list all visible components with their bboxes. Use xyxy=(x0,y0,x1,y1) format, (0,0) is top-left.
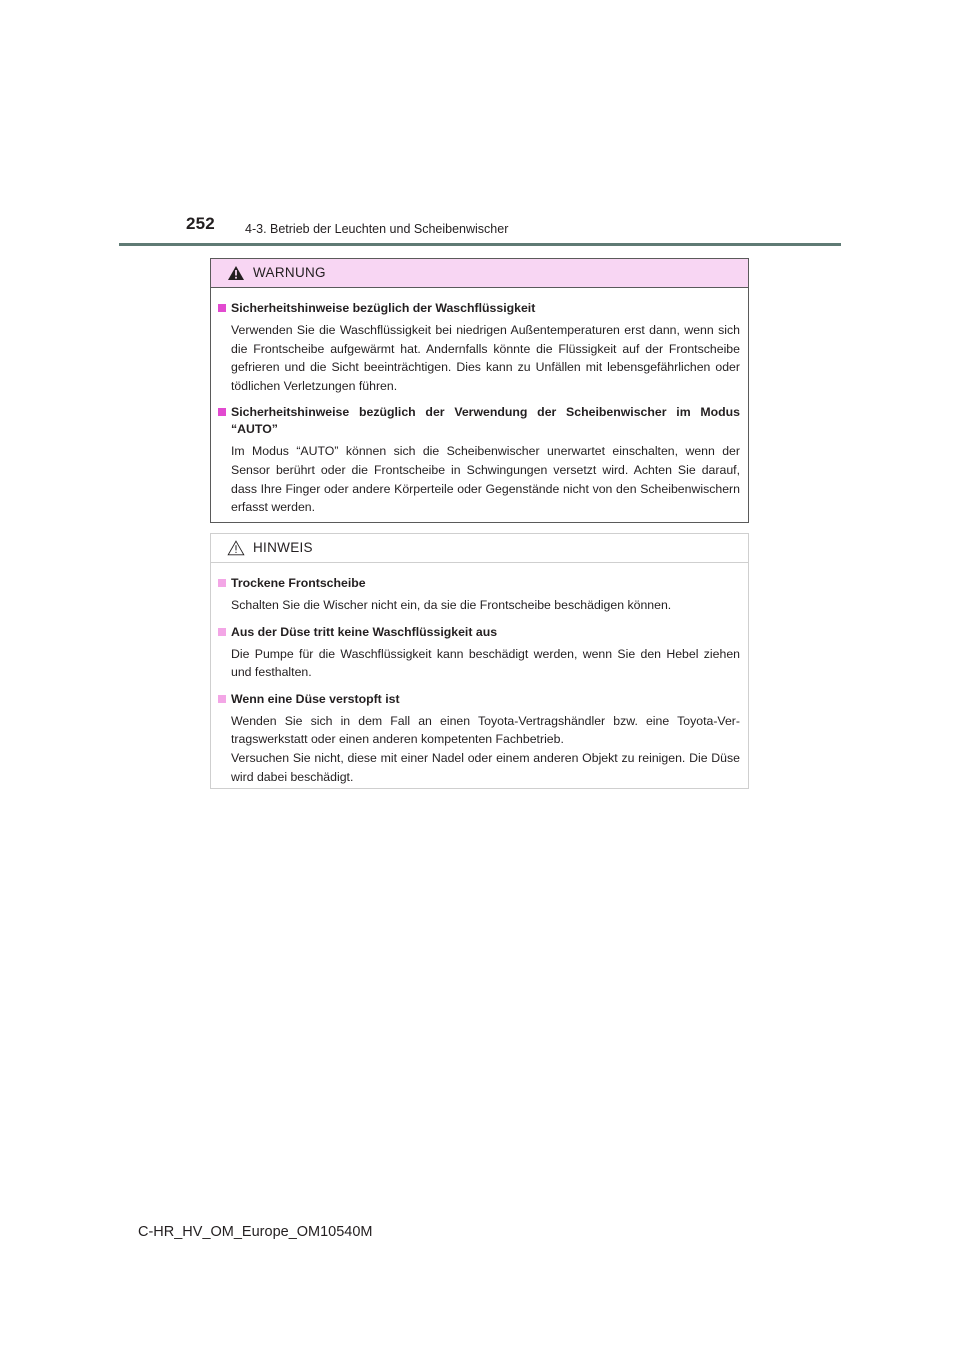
caution-triangle-outline-icon xyxy=(227,540,245,561)
warning-item xyxy=(217,300,740,395)
notice-header xyxy=(211,534,748,563)
notice-label: HINWEIS xyxy=(253,540,313,555)
notice-item-title: Wenn eine Düse verstopft ist xyxy=(231,691,400,706)
warning-item-title: Sicherheitshinweise bezüglich der Waschflüssigkeit xyxy=(231,301,536,315)
warning-header xyxy=(211,259,748,288)
bullet-square-icon xyxy=(218,408,226,416)
notice-item xyxy=(217,691,740,786)
document-id: C-HR_HV_OM_Europe_OM10540M xyxy=(138,1224,373,1240)
warning-item-text: Verwenden Sie die Waschflüssigkeit bei niedrigen Außentemperaturen erst dann, wenn sich die Frontscheibe aufgewärmt hat. Andernfalls könnte die Flüssigkeit auf der Frontscheibe gefrieren und die Sicht beeinträchtigen. Dies kann zu Unfällen mit lebensgefährlichen oder tödlichen Verletzungen führen. xyxy=(231,323,740,393)
notice-item xyxy=(217,624,740,682)
bullet-square-icon xyxy=(218,304,226,312)
section-title: 4-3. Betrieb der Leuchten und Scheibenwischer xyxy=(245,222,509,236)
warning-triangle-icon xyxy=(227,265,245,286)
bullet-square-icon xyxy=(218,628,226,636)
warning-label: WARNUNG xyxy=(253,265,326,280)
page-number: 252 xyxy=(186,214,215,233)
notice-item-title: Trockene Frontscheibe xyxy=(231,576,366,590)
warning-body xyxy=(211,288,748,517)
warning-item-title: Sicherheitshinweise bezüglich der Verwendung der Scheibenwischer im Modus “AUTO” xyxy=(231,405,740,437)
notice-body xyxy=(211,563,748,786)
notice-box xyxy=(210,533,749,789)
notice-item xyxy=(217,575,740,615)
notice-item-title: Aus der Düse tritt keine Waschflüssigkeit aus xyxy=(231,624,498,639)
bullet-square-icon xyxy=(218,579,226,587)
notice-item-text: Versuchen Sie nicht, diese mit einer Nadel oder einem anderen Objekt zu reinigen. Die Düse wird dabei beschädigt. xyxy=(231,750,740,784)
header-divider xyxy=(119,243,841,246)
bullet-square-icon xyxy=(218,695,226,703)
warning-item-text: Im Modus “AUTO” können sich die Scheibenwischer unerwartet einschalten, wenn der Sensor berührt oder die Frontscheibe in Schwingungen versetzt wird. Achten Sie darauf, dass Ihre Finger oder andere Körperteile oder Gegenstände nicht von den Scheibenwischern erfasst werden. xyxy=(231,444,740,515)
notice-item-text: Die Pumpe für die Waschflüssigkeit kann beschädigt werden, wenn Sie den Hebel ziehen und festhalten. xyxy=(231,646,740,680)
notice-item-text: Schalten Sie die Wischer nicht ein, da sie die Frontscheibe beschädigen können. xyxy=(231,598,672,612)
warning-item xyxy=(217,404,740,516)
notice-item-text: Wenden Sie sich in dem Fall an einen Toyota-Vertragshändler bzw. eine Toyota-Ver-tragswerkstatt oder einen anderen kompetenten Fachbetrieb. xyxy=(231,713,740,747)
warning-box xyxy=(210,258,749,523)
